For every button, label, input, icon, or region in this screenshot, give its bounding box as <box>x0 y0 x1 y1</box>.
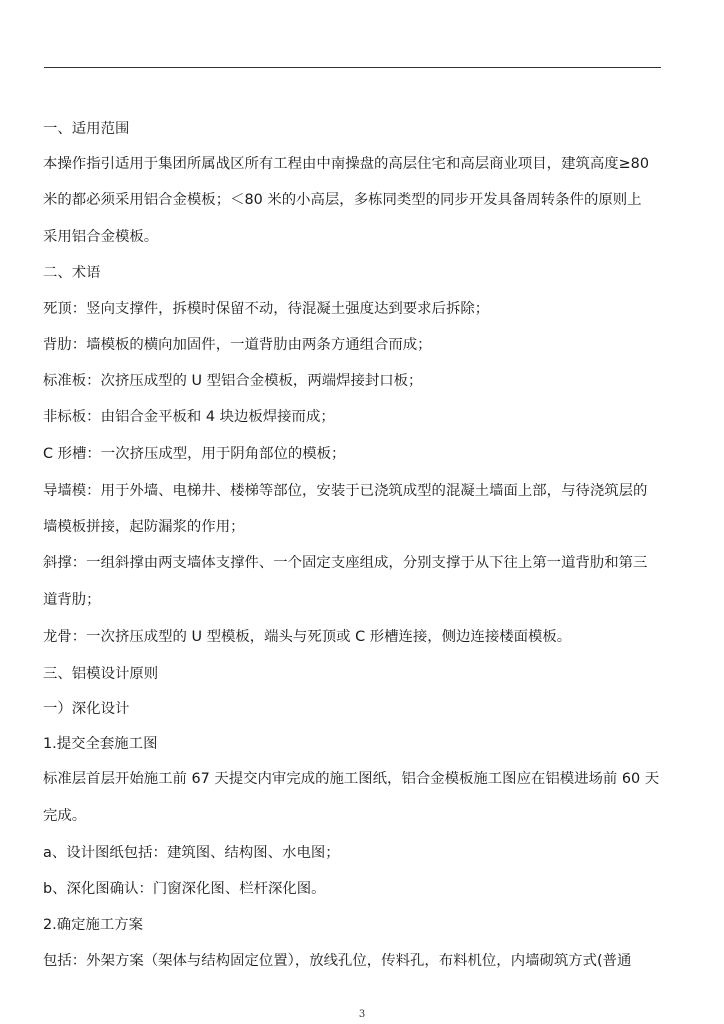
term-definition: 非标板：由铝合金平板和 4 块边板焊接而成； <box>43 409 335 425</box>
term-definition: 龙骨：一次挤压成型的 U 型模板，端头与死顶或 C 形槽连接，侧边连接楼面模板。 <box>43 629 572 645</box>
section-heading-design: 三、铝模设计原则 <box>43 666 159 682</box>
list-item: b、深化图确认：门窗深化图、栏杆深化图。 <box>43 881 326 897</box>
term-definition-continued: 道背肋； <box>43 592 101 608</box>
paragraph-line: 米的都必须采用铝合金模板；＜80 米的小高层，多栋同类型的同步开发具备周转条件的原则上 <box>43 192 642 208</box>
term-definition: 死顶：竖向支撑件，拆模时保留不动，待混凝土强度达到要求后拆除； <box>43 301 490 317</box>
header-rule <box>44 67 661 68</box>
term-definition: 背肋：墙模板的横向加固件，一道背肋由两条方通组合而成； <box>43 337 432 353</box>
term-definition-continued: 墙模板拼接，起防漏浆的作用； <box>43 519 245 535</box>
term-definition: 导墙模：用于外墙、电梯井、楼梯等部位，安装于已浇筑成型的混凝土墙面上部，与待浇筑层的 <box>43 483 648 499</box>
paragraph-line: 包括：外架方案（架体与结构固定位置），放线孔位，传料孔，布料机位，内墙砌筑方式(普通 <box>43 953 632 969</box>
term-definition: 标准板：次挤压成型的 U 型铝合金模板，两端焊接封口板； <box>43 373 423 389</box>
subsection-heading: 一）深化设计 <box>43 701 130 717</box>
paragraph-line: 完成。 <box>43 808 87 824</box>
section-heading-scope: 一、适用范围 <box>43 121 130 137</box>
item-heading: 1.提交全套施工图 <box>43 736 158 752</box>
page-number: 3 <box>358 1009 366 1020</box>
item-heading: 2.确定施工方案 <box>43 917 144 933</box>
paragraph-line: 标准层首层开始施工前 67 天提交内审完成的施工图纸，铝合金模板施工图应在铝模进场前 60 天 <box>43 771 660 787</box>
term-definition: 斜撑：一组斜撑由两支墙体支撑件、一个固定支座组成，分别支撑于从下往上第一道背肋和第三 <box>43 555 648 571</box>
term-definition: C 形槽：一次挤压成型，用于阴角部位的模板； <box>43 446 346 462</box>
paragraph-line: 本操作指引适用于集团所属战区所有工程由中南操盘的高层住宅和高层商业项目，建筑高度≥80 <box>43 156 649 172</box>
list-item: a、设计图纸包括：建筑图、结构图、水电图； <box>43 845 340 861</box>
section-heading-terms: 二、术语 <box>43 265 101 281</box>
paragraph-line: 采用铝合金模板。 <box>43 229 159 245</box>
